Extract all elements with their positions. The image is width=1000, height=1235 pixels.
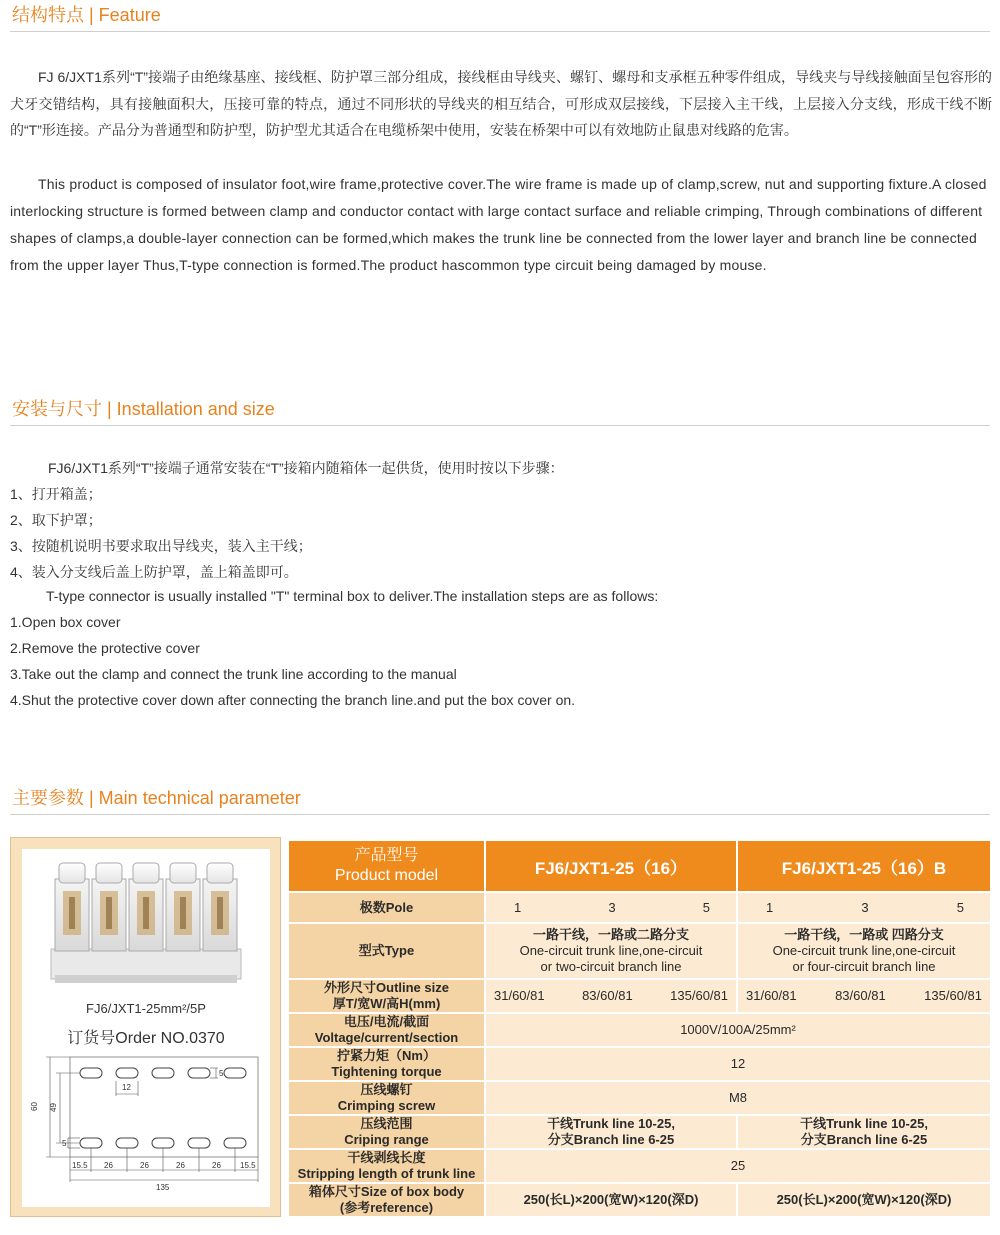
screw-value: M8: [485, 1081, 991, 1115]
pole-values-b: 1 3 5: [737, 892, 991, 923]
installation-zh-step: 2、取下护罩；: [10, 512, 102, 528]
outline-values-b: 31/60/81 83/60/81 135/60/81: [737, 979, 991, 1013]
table-row: [288, 1081, 991, 1115]
installation-en-intro: T-type connector is usually installed "T" terminal box to deliver.The installation steps are as follows:: [46, 588, 659, 604]
feature-section-header: [10, 4, 990, 32]
installation-zh-step: 4、装入分支线后盖上防护罩，盖上箱盖即可。: [10, 564, 298, 580]
terminal-block-photo: [47, 857, 245, 987]
dim-26-label: 26: [176, 1161, 185, 1170]
table-row: [288, 1013, 991, 1047]
outline-label: 外形尺寸Outline size 厚T/宽W/高H(mm): [288, 979, 485, 1013]
params-section-header: [10, 787, 990, 815]
torque-value: 12: [485, 1047, 991, 1081]
installation-zh-step: 3、按随机说明书要求取出导线夹，装入主干线；: [10, 538, 312, 554]
pole-label: 极数Pole: [288, 892, 485, 923]
type-label: 型式Type: [288, 923, 485, 979]
strip-value: 25: [485, 1149, 991, 1183]
table-row: [288, 1183, 991, 1217]
strip-label: 干线剥线长度 Stripping length of trunk line: [288, 1149, 485, 1183]
model-a-header: FJ6/JXT1-25（16）: [485, 840, 737, 892]
voltage-label: 电压/电流/截面 Voltage/current/section: [288, 1013, 485, 1047]
installation-heading: 安装与尺寸 | Installation and size: [12, 399, 275, 419]
installation-zh-intro: FJ6/JXT1系列“T”接端子通常安装在“T”接箱内随箱体一起供货，使用时按以下步骤：: [48, 460, 564, 476]
box-size-value-b: 250(长L)×200(宽W)×120(深D): [737, 1183, 991, 1217]
order-number: 订货号Order NO.0370: [67, 1030, 225, 1047]
dim-15-5-label: 15.5: [240, 1161, 256, 1170]
installation-en-step: 3.Take out the clamp and connect the trunk line according to the manual: [10, 666, 457, 682]
range-label: 压线范围 Criping range: [288, 1115, 485, 1149]
type-value-b: 一路干线，一路或 四路分支 One-circuit trunk line,one-circuit or four-circuit branch line: [737, 923, 991, 979]
installation-en-step: 1.Open box cover: [10, 614, 121, 630]
dim-49-label: 49: [49, 1103, 58, 1112]
pole-values-a: 1 3 5: [485, 892, 737, 923]
table-row: [288, 1115, 991, 1149]
feature-heading: 结构特点 | Feature: [12, 5, 161, 25]
product-model-header: 产品型号 Product model: [288, 840, 485, 892]
installation-en-step: 2.Remove the protective cover: [10, 640, 200, 656]
dim-60-label: 60: [30, 1102, 39, 1111]
installation-zh-step: 1、打开箱盖；: [10, 486, 102, 502]
model-b-header: FJ6/JXT1-25（16）B: [737, 840, 991, 892]
parameter-table: [287, 839, 992, 1218]
dim-15-5-label: 15.5: [72, 1161, 88, 1170]
type-value-a: 一路干线，一路或二路分支 One-circuit trunk line,one-circuit or two-circuit branch line: [485, 923, 737, 979]
feature-en-paragraph: This product is composed of insulator foot,wire frame,protective cover.The wire frame is made up of clamp,screw, nut and supporting fixture.A closed interlocking structure is formed between clamp and conductor contact with large contact surface and reliable crimping, Through combinations of different shapes of clamps,a double-layer connection can be formed,which makes the trunk line be connected from the lower layer and branch line be connected from the upper layer Thus,T-type connection is formed.The product hascommon type circuit being damaged by mouse.: [10, 176, 987, 273]
range-value-a: 干线Trunk line 10-25, 分支Branch line 6-25: [485, 1115, 737, 1149]
voltage-value: 1000V/100A/25mm²: [485, 1013, 991, 1047]
product-panel: [10, 837, 281, 1217]
dim-5-label: 5: [219, 1069, 224, 1078]
dim-135-label: 135: [156, 1183, 170, 1192]
dim-26-label: 26: [140, 1161, 149, 1170]
table-row: [288, 1047, 991, 1081]
table-row: [288, 1149, 991, 1183]
table-row: [288, 923, 991, 979]
dimension-drawing: [28, 1054, 264, 1204]
torque-label: 拧紧力矩（Nm） Tightening torque: [288, 1047, 485, 1081]
table-row: [288, 892, 991, 923]
range-value-b: 干线Trunk line 10-25, 分支Branch line 6-25: [737, 1115, 991, 1149]
dim-26-label: 26: [104, 1161, 113, 1170]
feature-zh-paragraph: FJ 6/JXT1系列“T”接端子由绝缘基座、接线框、防护罩三部分组成，接线框由导线夹、螺钉、螺母和支承框五种零件组成，导线夹与导线接触面呈包容形的犬牙交错结构，具有接触面积大，压接可靠的特点，通过不同形状的导线夹的相互结合，可形成双层接线，下层接入主干线，上层接入分支线，形成干线不断的“T”形连接。产品分为普通型和防护型，防护型尤其适合在电缆桥架中使用，安装在桥架中可以有效地防止鼠患对线路的危害。: [10, 69, 992, 138]
installation-en-step: 4.Shut the protective cover down after connecting the branch line.and put the box cover on.: [10, 692, 576, 708]
product-caption: FJ6/JXT1-25mm²/5P: [86, 1001, 206, 1016]
params-heading: 主要参数 | Main technical parameter: [12, 788, 301, 808]
box-size-label: 箱体尺寸Size of box body (参考reference): [288, 1183, 485, 1217]
box-size-value-a: 250(长L)×200(宽W)×120(深D): [485, 1183, 737, 1217]
outline-values-a: 31/60/81 83/60/81 135/60/81: [485, 979, 737, 1013]
table-header-row: [288, 840, 991, 892]
product-panel-inner: [22, 849, 270, 1207]
screw-label: 压线螺钉 Crimping screw: [288, 1081, 485, 1115]
dim-12-label: 12: [122, 1083, 131, 1092]
table-row: [288, 979, 991, 1013]
installation-section-header: [10, 398, 990, 426]
dim-5-label: 5: [62, 1139, 67, 1148]
dim-26-label: 26: [212, 1161, 221, 1170]
